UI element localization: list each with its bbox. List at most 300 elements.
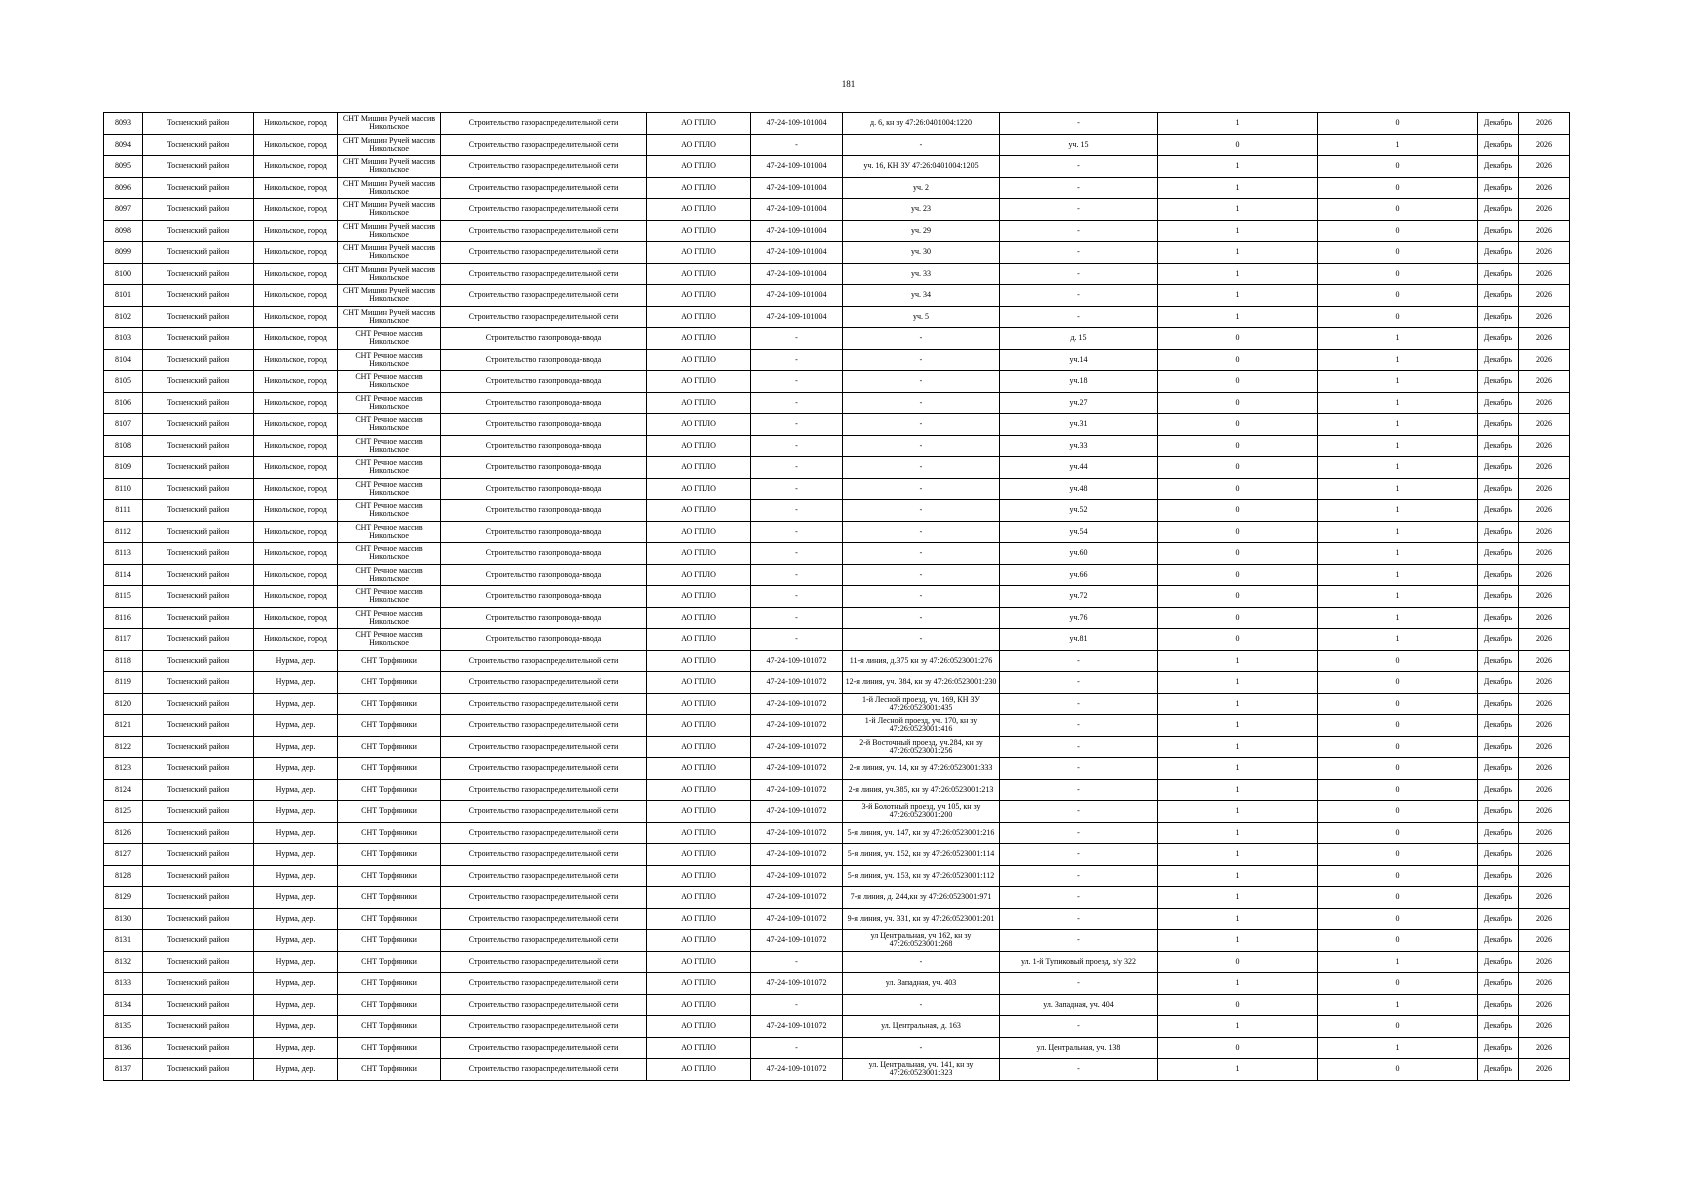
- cell-count-new: 0: [1318, 177, 1478, 199]
- cell-year: 2026: [1519, 564, 1570, 586]
- cell-garden-association: СНТ Торфяники: [338, 951, 441, 973]
- cell-month: Декабрь: [1478, 844, 1519, 866]
- cell-garden-association: СНТ Мишин Ручей массив Никольское: [338, 285, 441, 307]
- cell-district: Тосненский район: [143, 521, 254, 543]
- cell-settlement: Никольское, город: [254, 156, 338, 178]
- cell-address-existing: -: [843, 521, 1000, 543]
- cell-work-type: Строительство газораспределительной сети: [441, 887, 647, 909]
- cell-count-new: 0: [1318, 199, 1478, 221]
- cell-address-existing: 1-й Лесной проезд, уч. 170, кн зу 47:26:0523001:416: [843, 715, 1000, 737]
- cell-organization: АО ГПЛО: [647, 328, 751, 350]
- cell-row-number: 8125: [104, 801, 143, 823]
- cell-row-number: 8134: [104, 994, 143, 1016]
- cell-oktmo-code: -: [751, 392, 843, 414]
- table-row: [104, 607, 1570, 629]
- cell-district: Тосненский район: [143, 134, 254, 156]
- cell-month: Декабрь: [1478, 994, 1519, 1016]
- cell-address-existing: -: [843, 478, 1000, 500]
- cell-settlement: Никольское, город: [254, 306, 338, 328]
- cell-garden-association: СНТ Торфяники: [338, 758, 441, 780]
- table-row: [104, 521, 1570, 543]
- cell-address-new: -: [1000, 693, 1158, 715]
- cell-year: 2026: [1519, 156, 1570, 178]
- cell-address-new: -: [1000, 973, 1158, 995]
- cell-address-new: -: [1000, 113, 1158, 135]
- cell-settlement: Никольское, город: [254, 521, 338, 543]
- cell-settlement: Никольское, город: [254, 263, 338, 285]
- cell-year: 2026: [1519, 392, 1570, 414]
- cell-address-existing: -: [843, 629, 1000, 651]
- cell-month: Декабрь: [1478, 306, 1519, 328]
- cell-settlement: Нурма, дер.: [254, 844, 338, 866]
- cell-count-existing: 0: [1158, 500, 1318, 522]
- cell-work-type: Строительство газораспределительной сети: [441, 113, 647, 135]
- table-row: [104, 543, 1570, 565]
- cell-year: 2026: [1519, 242, 1570, 264]
- cell-oktmo-code: 47-24-109-101004: [751, 306, 843, 328]
- cell-work-type: Строительство газораспределительной сети: [441, 973, 647, 995]
- cell-count-existing: 1: [1158, 672, 1318, 694]
- cell-month: Декабрь: [1478, 242, 1519, 264]
- cell-work-type: Строительство газопровода-ввода: [441, 629, 647, 651]
- cell-count-new: 0: [1318, 672, 1478, 694]
- cell-work-type: Строительство газораспределительной сети: [441, 758, 647, 780]
- cell-organization: АО ГПЛО: [647, 1016, 751, 1038]
- cell-month: Декабрь: [1478, 500, 1519, 522]
- cell-count-existing: 0: [1158, 564, 1318, 586]
- cell-organization: АО ГПЛО: [647, 586, 751, 608]
- table-row: [104, 1016, 1570, 1038]
- cell-organization: АО ГПЛО: [647, 779, 751, 801]
- cell-settlement: Никольское, город: [254, 478, 338, 500]
- cell-count-new: 1: [1318, 994, 1478, 1016]
- cell-row-number: 8137: [104, 1059, 143, 1081]
- cell-row-number: 8117: [104, 629, 143, 651]
- cell-count-new: 0: [1318, 908, 1478, 930]
- cell-row-number: 8135: [104, 1016, 143, 1038]
- cell-district: Тосненский район: [143, 371, 254, 393]
- table-row: [104, 586, 1570, 608]
- cell-month: Декабрь: [1478, 650, 1519, 672]
- cell-garden-association: СНТ Торфяники: [338, 801, 441, 823]
- cell-organization: АО ГПЛО: [647, 263, 751, 285]
- cell-row-number: 8131: [104, 930, 143, 952]
- cell-count-existing: 1: [1158, 844, 1318, 866]
- cell-district: Тосненский район: [143, 1037, 254, 1059]
- cell-month: Декабрь: [1478, 672, 1519, 694]
- cell-month: Декабрь: [1478, 973, 1519, 995]
- cell-district: Тосненский район: [143, 478, 254, 500]
- cell-year: 2026: [1519, 199, 1570, 221]
- cell-oktmo-code: -: [751, 414, 843, 436]
- cell-year: 2026: [1519, 951, 1570, 973]
- cell-settlement: Нурма, дер.: [254, 951, 338, 973]
- cell-month: Декабрь: [1478, 199, 1519, 221]
- cell-organization: АО ГПЛО: [647, 650, 751, 672]
- cell-work-type: Строительство газопровода-ввода: [441, 392, 647, 414]
- cell-oktmo-code: 47-24-109-101072: [751, 844, 843, 866]
- cell-year: 2026: [1519, 822, 1570, 844]
- cell-count-existing: 1: [1158, 973, 1318, 995]
- cell-count-new: 0: [1318, 650, 1478, 672]
- cell-garden-association: СНТ Речное массив Никольское: [338, 392, 441, 414]
- cell-work-type: Строительство газопровода-ввода: [441, 328, 647, 350]
- cell-oktmo-code: 47-24-109-101004: [751, 177, 843, 199]
- cell-count-new: 0: [1318, 865, 1478, 887]
- cell-work-type: Строительство газораспределительной сети: [441, 672, 647, 694]
- cell-oktmo-code: 47-24-109-101004: [751, 199, 843, 221]
- cell-district: Тосненский район: [143, 844, 254, 866]
- cell-year: 2026: [1519, 994, 1570, 1016]
- cell-settlement: Никольское, город: [254, 199, 338, 221]
- cell-count-existing: 1: [1158, 220, 1318, 242]
- cell-district: Тосненский район: [143, 435, 254, 457]
- cell-address-existing: -: [843, 328, 1000, 350]
- cell-garden-association: СНТ Торфяники: [338, 930, 441, 952]
- table-row: [104, 371, 1570, 393]
- cell-garden-association: СНТ Торфяники: [338, 844, 441, 866]
- cell-settlement: Нурма, дер.: [254, 887, 338, 909]
- cell-year: 2026: [1519, 779, 1570, 801]
- cell-year: 2026: [1519, 1059, 1570, 1081]
- cell-count-existing: 0: [1158, 328, 1318, 350]
- cell-count-existing: 0: [1158, 435, 1318, 457]
- cell-district: Тосненский район: [143, 951, 254, 973]
- cell-settlement: Никольское, город: [254, 392, 338, 414]
- table-row: [104, 693, 1570, 715]
- cell-month: Декабрь: [1478, 1037, 1519, 1059]
- cell-address-new: -: [1000, 736, 1158, 758]
- cell-year: 2026: [1519, 220, 1570, 242]
- cell-row-number: 8096: [104, 177, 143, 199]
- cell-row-number: 8129: [104, 887, 143, 909]
- cell-garden-association: СНТ Торфяники: [338, 715, 441, 737]
- cell-organization: АО ГПЛО: [647, 177, 751, 199]
- cell-district: Тосненский район: [143, 564, 254, 586]
- cell-row-number: 8116: [104, 607, 143, 629]
- cell-organization: АО ГПЛО: [647, 478, 751, 500]
- cell-count-existing: 1: [1158, 1059, 1318, 1081]
- table-row: [104, 779, 1570, 801]
- cell-address-existing: д. 6, кн зу 47:26:0401004:1220: [843, 113, 1000, 135]
- cell-organization: АО ГПЛО: [647, 607, 751, 629]
- cell-settlement: Нурма, дер.: [254, 822, 338, 844]
- table-row: [104, 306, 1570, 328]
- table-row: [104, 414, 1570, 436]
- cell-work-type: Строительство газораспределительной сети: [441, 1059, 647, 1081]
- cell-address-new: уч. 15: [1000, 134, 1158, 156]
- cell-garden-association: СНТ Мишин Ручей массив Никольское: [338, 220, 441, 242]
- cell-row-number: 8113: [104, 543, 143, 565]
- cell-address-existing: -: [843, 543, 1000, 565]
- cell-year: 2026: [1519, 263, 1570, 285]
- cell-count-existing: 0: [1158, 521, 1318, 543]
- cell-settlement: Никольское, город: [254, 134, 338, 156]
- cell-month: Декабрь: [1478, 564, 1519, 586]
- cell-count-new: 1: [1318, 607, 1478, 629]
- table-row: [104, 500, 1570, 522]
- cell-organization: АО ГПЛО: [647, 113, 751, 135]
- cell-district: Тосненский район: [143, 801, 254, 823]
- cell-count-new: 0: [1318, 930, 1478, 952]
- cell-count-existing: 1: [1158, 650, 1318, 672]
- cell-count-existing: 1: [1158, 199, 1318, 221]
- cell-address-new: ул. Западная, уч. 404: [1000, 994, 1158, 1016]
- cell-oktmo-code: -: [751, 500, 843, 522]
- cell-oktmo-code: 47-24-109-101072: [751, 822, 843, 844]
- cell-year: 2026: [1519, 908, 1570, 930]
- cell-address-existing: уч. 5: [843, 306, 1000, 328]
- table-row: [104, 650, 1570, 672]
- cell-address-new: ул. Центральная, уч. 138: [1000, 1037, 1158, 1059]
- cell-oktmo-code: -: [751, 1037, 843, 1059]
- table-row: [104, 1059, 1570, 1081]
- cell-count-existing: 0: [1158, 1037, 1318, 1059]
- cell-month: Декабрь: [1478, 887, 1519, 909]
- cell-count-existing: 1: [1158, 693, 1318, 715]
- cell-work-type: Строительство газораспределительной сети: [441, 1037, 647, 1059]
- cell-district: Тосненский район: [143, 629, 254, 651]
- cell-count-new: 0: [1318, 736, 1478, 758]
- cell-row-number: 8095: [104, 156, 143, 178]
- cell-count-new: 0: [1318, 1059, 1478, 1081]
- cell-count-existing: 1: [1158, 779, 1318, 801]
- table-row: [104, 285, 1570, 307]
- cell-district: Тосненский район: [143, 199, 254, 221]
- cell-address-existing: -: [843, 586, 1000, 608]
- cell-oktmo-code: -: [751, 586, 843, 608]
- cell-month: Декабрь: [1478, 607, 1519, 629]
- cell-count-new: 0: [1318, 263, 1478, 285]
- cell-month: Декабрь: [1478, 457, 1519, 479]
- cell-work-type: Строительство газораспределительной сети: [441, 844, 647, 866]
- cell-settlement: Никольское, город: [254, 564, 338, 586]
- cell-count-new: 1: [1318, 543, 1478, 565]
- cell-month: Декабрь: [1478, 930, 1519, 952]
- cell-garden-association: СНТ Мишин Ручей массив Никольское: [338, 242, 441, 264]
- cell-garden-association: СНТ Речное массив Никольское: [338, 435, 441, 457]
- table-row: [104, 822, 1570, 844]
- cell-year: 2026: [1519, 349, 1570, 371]
- cell-year: 2026: [1519, 134, 1570, 156]
- cell-district: Тосненский район: [143, 306, 254, 328]
- cell-settlement: Нурма, дер.: [254, 715, 338, 737]
- table-row: [104, 263, 1570, 285]
- cell-district: Тосненский район: [143, 994, 254, 1016]
- cell-oktmo-code: -: [751, 328, 843, 350]
- cell-organization: АО ГПЛО: [647, 930, 751, 952]
- cell-district: Тосненский район: [143, 930, 254, 952]
- cell-district: Тосненский район: [143, 220, 254, 242]
- table-row: [104, 736, 1570, 758]
- cell-month: Декабрь: [1478, 328, 1519, 350]
- cell-month: Декабрь: [1478, 543, 1519, 565]
- cell-organization: АО ГПЛО: [647, 973, 751, 995]
- cell-settlement: Нурма, дер.: [254, 930, 338, 952]
- cell-work-type: Строительство газораспределительной сети: [441, 177, 647, 199]
- cell-year: 2026: [1519, 113, 1570, 135]
- cell-year: 2026: [1519, 973, 1570, 995]
- cell-count-existing: 1: [1158, 285, 1318, 307]
- cell-address-existing: уч. 16, КН ЗУ 47:26:0401004:1205: [843, 156, 1000, 178]
- cell-garden-association: СНТ Торфяники: [338, 693, 441, 715]
- cell-oktmo-code: 47-24-109-101072: [751, 758, 843, 780]
- cell-work-type: Строительство газопровода-ввода: [441, 607, 647, 629]
- cell-count-new: 1: [1318, 951, 1478, 973]
- cell-row-number: 8114: [104, 564, 143, 586]
- cell-organization: АО ГПЛО: [647, 564, 751, 586]
- cell-settlement: Никольское, город: [254, 414, 338, 436]
- cell-district: Тосненский район: [143, 177, 254, 199]
- cell-oktmo-code: -: [751, 457, 843, 479]
- cell-district: Тосненский район: [143, 285, 254, 307]
- cell-settlement: Нурма, дер.: [254, 801, 338, 823]
- cell-address-existing: ул. Центральная, д. 163: [843, 1016, 1000, 1038]
- cell-year: 2026: [1519, 758, 1570, 780]
- cell-garden-association: СНТ Речное массив Никольское: [338, 500, 441, 522]
- cell-settlement: Нурма, дер.: [254, 994, 338, 1016]
- cell-oktmo-code: -: [751, 607, 843, 629]
- cell-month: Декабрь: [1478, 113, 1519, 135]
- cell-work-type: Строительство газопровода-ввода: [441, 586, 647, 608]
- cell-address-new: уч.52: [1000, 500, 1158, 522]
- cell-garden-association: СНТ Мишин Ручей массив Никольское: [338, 156, 441, 178]
- cell-address-new: -: [1000, 758, 1158, 780]
- cell-work-type: Строительство газораспределительной сети: [441, 715, 647, 737]
- cell-organization: АО ГПЛО: [647, 715, 751, 737]
- cell-count-new: 1: [1318, 478, 1478, 500]
- cell-count-existing: 1: [1158, 1016, 1318, 1038]
- cell-row-number: 8109: [104, 457, 143, 479]
- cell-district: Тосненский район: [143, 457, 254, 479]
- table-row: [104, 457, 1570, 479]
- cell-garden-association: СНТ Речное массив Никольское: [338, 543, 441, 565]
- cell-oktmo-code: 47-24-109-101004: [751, 263, 843, 285]
- cell-month: Декабрь: [1478, 156, 1519, 178]
- cell-count-existing: 1: [1158, 242, 1318, 264]
- table-row: [104, 435, 1570, 457]
- cell-count-new: 1: [1318, 521, 1478, 543]
- cell-month: Декабрь: [1478, 521, 1519, 543]
- cell-count-existing: 1: [1158, 715, 1318, 737]
- cell-organization: АО ГПЛО: [647, 801, 751, 823]
- cell-settlement: Никольское, город: [254, 371, 338, 393]
- cell-address-existing: 5-я линия, уч. 152, кн зу 47:26:0523001:114: [843, 844, 1000, 866]
- cell-count-new: 0: [1318, 220, 1478, 242]
- cell-settlement: Нурма, дер.: [254, 908, 338, 930]
- cell-oktmo-code: 47-24-109-101072: [751, 693, 843, 715]
- cell-year: 2026: [1519, 500, 1570, 522]
- cell-month: Декабрь: [1478, 349, 1519, 371]
- cell-count-existing: 0: [1158, 478, 1318, 500]
- cell-month: Декабрь: [1478, 908, 1519, 930]
- cell-year: 2026: [1519, 1016, 1570, 1038]
- cell-address-existing: уч. 33: [843, 263, 1000, 285]
- cell-oktmo-code: 47-24-109-101072: [751, 973, 843, 995]
- cell-row-number: 8123: [104, 758, 143, 780]
- cell-address-new: -: [1000, 177, 1158, 199]
- cell-organization: АО ГПЛО: [647, 994, 751, 1016]
- cell-count-existing: 1: [1158, 113, 1318, 135]
- table-row: [104, 973, 1570, 995]
- cell-count-existing: 1: [1158, 177, 1318, 199]
- cell-year: 2026: [1519, 629, 1570, 651]
- cell-work-type: Строительство газораспределительной сети: [441, 199, 647, 221]
- cell-organization: АО ГПЛО: [647, 908, 751, 930]
- cell-address-existing: ул. Западная, уч. 403: [843, 973, 1000, 995]
- table-row: [104, 113, 1570, 135]
- cell-month: Декабрь: [1478, 629, 1519, 651]
- cell-work-type: Строительство газораспределительной сети: [441, 801, 647, 823]
- cell-row-number: 8103: [104, 328, 143, 350]
- cell-settlement: Никольское, город: [254, 435, 338, 457]
- cell-organization: АО ГПЛО: [647, 887, 751, 909]
- cell-month: Декабрь: [1478, 693, 1519, 715]
- cell-organization: АО ГПЛО: [647, 865, 751, 887]
- cell-garden-association: СНТ Мишин Ручей массив Никольское: [338, 199, 441, 221]
- cell-district: Тосненский район: [143, 672, 254, 694]
- cell-count-new: 0: [1318, 285, 1478, 307]
- cell-month: Декабрь: [1478, 801, 1519, 823]
- cell-garden-association: СНТ Торфяники: [338, 672, 441, 694]
- cell-garden-association: СНТ Торфяники: [338, 973, 441, 995]
- cell-district: Тосненский район: [143, 156, 254, 178]
- cell-address-new: д. 15: [1000, 328, 1158, 350]
- cell-address-new: -: [1000, 908, 1158, 930]
- cell-month: Декабрь: [1478, 414, 1519, 436]
- table-row: [104, 758, 1570, 780]
- cell-district: Тосненский район: [143, 543, 254, 565]
- cell-work-type: Строительство газопровода-ввода: [441, 349, 647, 371]
- cell-count-new: 1: [1318, 500, 1478, 522]
- cell-oktmo-code: -: [751, 543, 843, 565]
- cell-month: Декабрь: [1478, 865, 1519, 887]
- cell-work-type: Строительство газораспределительной сети: [441, 930, 647, 952]
- cell-month: Декабрь: [1478, 392, 1519, 414]
- table-row: [104, 156, 1570, 178]
- cell-address-existing: 9-я линия, уч. 331, кн зу 47:26:0523001:201: [843, 908, 1000, 930]
- cell-month: Декабрь: [1478, 1016, 1519, 1038]
- cell-settlement: Никольское, город: [254, 629, 338, 651]
- cell-month: Декабрь: [1478, 822, 1519, 844]
- cell-work-type: Строительство газораспределительной сети: [441, 822, 647, 844]
- cell-row-number: 8101: [104, 285, 143, 307]
- cell-district: Тосненский район: [143, 414, 254, 436]
- cell-year: 2026: [1519, 306, 1570, 328]
- cell-address-existing: уч. 2: [843, 177, 1000, 199]
- cell-address-new: уч.81: [1000, 629, 1158, 651]
- cell-address-existing: -: [843, 349, 1000, 371]
- cell-district: Тосненский район: [143, 715, 254, 737]
- cell-oktmo-code: 47-24-109-101004: [751, 242, 843, 264]
- cell-garden-association: СНТ Торфяники: [338, 779, 441, 801]
- cell-district: Тосненский район: [143, 113, 254, 135]
- cell-district: Тосненский район: [143, 758, 254, 780]
- cell-row-number: 8105: [104, 371, 143, 393]
- cell-work-type: Строительство газопровода-ввода: [441, 478, 647, 500]
- cell-address-new: -: [1000, 715, 1158, 737]
- cell-work-type: Строительство газораспределительной сети: [441, 263, 647, 285]
- cell-address-existing: 11-я линия, д.375 кн зу 47:26:0523001:276: [843, 650, 1000, 672]
- cell-count-existing: 0: [1158, 543, 1318, 565]
- cell-address-new: уч.33: [1000, 435, 1158, 457]
- cell-oktmo-code: 47-24-109-101072: [751, 779, 843, 801]
- cell-organization: АО ГПЛО: [647, 134, 751, 156]
- cell-oktmo-code: -: [751, 371, 843, 393]
- cell-address-new: -: [1000, 844, 1158, 866]
- cell-count-new: 1: [1318, 564, 1478, 586]
- cell-organization: АО ГПЛО: [647, 220, 751, 242]
